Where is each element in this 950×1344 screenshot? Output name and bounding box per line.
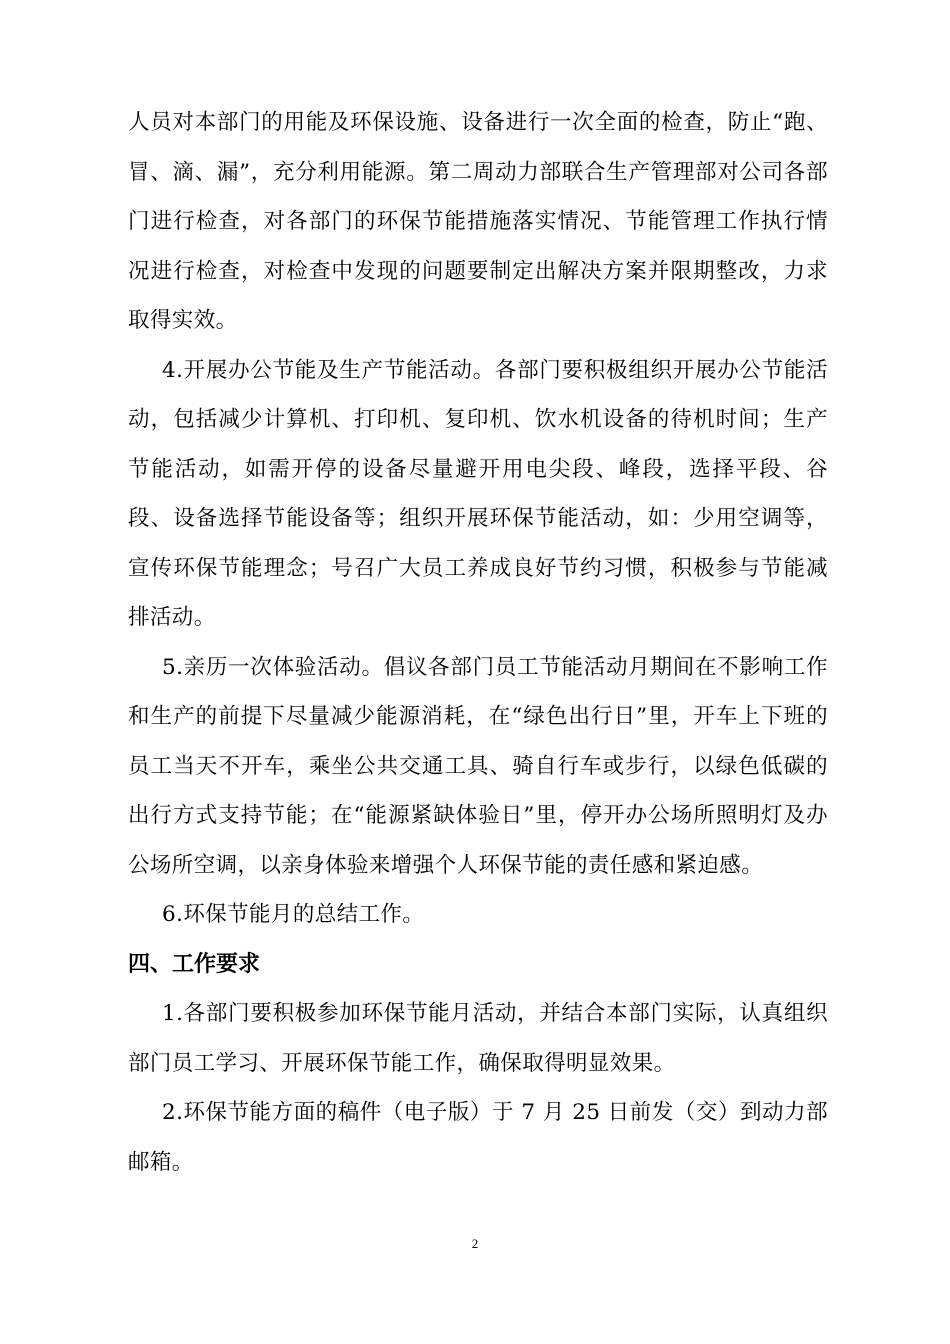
- paragraph-inspection-continued: 人员对本部门的用能及环保设施、设备进行一次全面的检查，防止“跑、冒、滴、漏”，充分利用能源。第二周动力部联合生产管理部对公司各部门进行检查，对各部门的环保节能措施落实情况、节能管理工作执行情况进行检查，对检查中发现的问题要制定出解决方案并限期整改，力求取得实效。: [128, 110, 828, 333]
- paragraph-item-4-office-production-saving: 4.开展办公节能及生产节能活动。各部门要积极组织开展办公节能活动，包括减少计算机、打印机、复印机、饮水机设备的待机时间；生产节能活动，如需开停的设备尽量避开用电尖段、峰段，选择平段、谷段、设备选择节能设备等；组织开展环保节能活动，如：少用空调等，宣传环保节能理念；号召广大员工养成良好节约习惯，积极参与节能减排活动。: [128, 357, 828, 630]
- document-body: [128, 98, 828, 1187]
- requirement-item-1: 1.各部门要积极参加环保节能月活动，并结合本部门实际，认真组织部门员工学习、开展环保节能工作，确保取得明显效果。: [128, 1001, 828, 1076]
- section-heading-work-requirements: 四、工作要求: [128, 951, 261, 977]
- requirement-item-2: 2.环保节能方面的稿件（电子版）于 7 月 25 日前发（交）到动力部邮箱。: [128, 1100, 828, 1175]
- page-number: 2: [471, 1236, 479, 1251]
- paragraph-item-5-experience-activity: 5.亲历一次体验活动。倡议各部门员工节能活动月期间在不影响工作和生产的前提下尽量减少能源消耗，在“绿色出行日”里，开车上下班的员工当天不开车，乘坐公共交通工具、骑自行车或步行，以绿色低碳的出行方式支持节能；在“能源紧缺体验日”里，停开办公场所照明灯及办公场所空调，以亲身体验来增强个人环保节能的责任感和紧迫感。: [128, 654, 828, 878]
- paragraph-item-6-summary: 6.环保节能月的总结工作。: [162, 902, 425, 927]
